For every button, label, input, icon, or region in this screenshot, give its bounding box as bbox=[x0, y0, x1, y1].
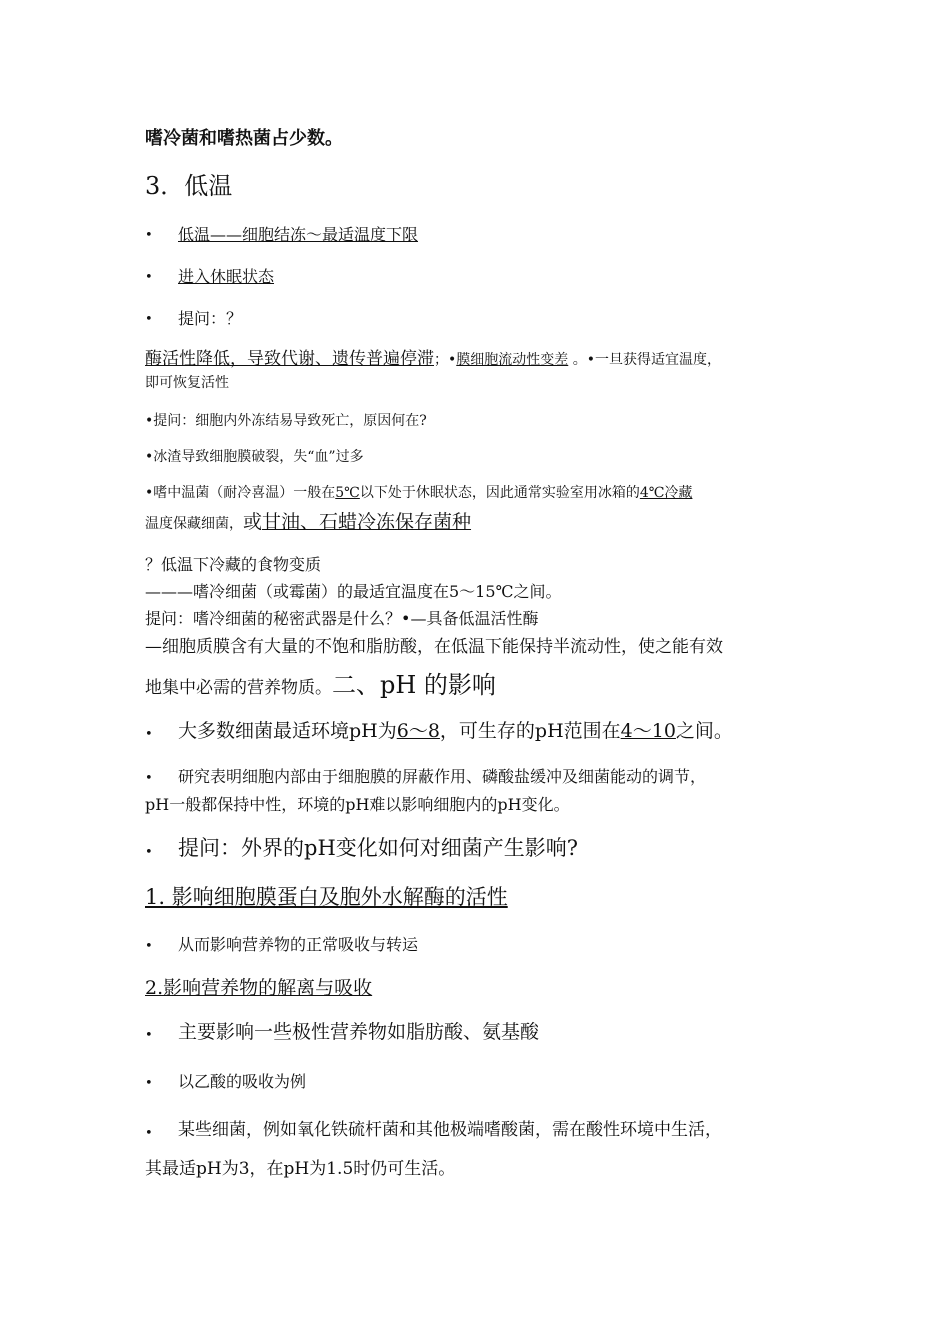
text-line: •提问：细胞内外冻结易导致死亡，原因何在? bbox=[145, 413, 427, 429]
subheading: 1. 影响细胞膜蛋白及胞外水解酶的活性 bbox=[145, 885, 508, 909]
text-run: 4℃冷藏 bbox=[639, 485, 693, 501]
text-line: ———嗜冷细菌（或霉菌）的最适宜温度在5～15℃之间。 bbox=[145, 582, 562, 601]
text-run: 地集中必需的营养物质。 bbox=[145, 678, 332, 698]
text-run: 以下处于休眠状态，因此通常实验室用冰箱的 bbox=[359, 485, 640, 501]
section-heading-ph: 二、pH 的影响 bbox=[332, 671, 496, 699]
subheading: 2.影响营养物的解离与吸收 bbox=[145, 977, 373, 999]
bullet-text: 某些细菌，例如氧化铁硫杆菌和其他极端嗜酸菌，需在酸性环境中生活， bbox=[178, 1120, 722, 1140]
text-line bbox=[145, 511, 471, 534]
text-line: 即可恢复活性 bbox=[145, 375, 229, 391]
bullet-text: 以乙酸的吸收为例 bbox=[178, 1072, 307, 1091]
text-run: 6～8 bbox=[396, 720, 440, 742]
bullet: • bbox=[145, 939, 153, 954]
text-run: 5℃ bbox=[335, 485, 360, 501]
bullet-text: 低温——细胞结冻～最适温度下限 bbox=[178, 225, 419, 244]
text-run: •嗜中温菌（耐冷喜温）一般在 bbox=[145, 485, 336, 501]
section-heading-low-temp: 3．低温 bbox=[145, 172, 233, 200]
bullet-text: 提问：外界的pH变化如何对细菌产生影响? bbox=[178, 836, 579, 860]
bullet: • bbox=[145, 312, 153, 327]
bullet-text: 研究表明细胞内部由于细胞膜的屏蔽作用、磷酸盐缓冲及细菌能动的调节， bbox=[178, 767, 707, 786]
bullet: • bbox=[145, 228, 153, 243]
bullet-text bbox=[178, 720, 733, 743]
text-run: ，可生存的pH范围在 bbox=[439, 720, 621, 742]
text-line: 其最适pH为3，在pH为1.5时仍可生活。 bbox=[145, 1159, 456, 1179]
text-line: 嗜冷菌和嗜热菌占少数。 bbox=[145, 128, 343, 149]
bullet: • bbox=[145, 1028, 153, 1043]
text-run: 之间。 bbox=[675, 720, 733, 742]
text-run: ；• bbox=[434, 352, 457, 368]
text-run: 温度保藏细菌， bbox=[145, 516, 243, 532]
bullet: • bbox=[145, 270, 153, 285]
bullet-text: 提问：？ bbox=[178, 309, 243, 328]
text-run: 4～10 bbox=[620, 720, 676, 742]
bullet-text: 主要影响一些极性营养物如脂肪酸、氨基酸 bbox=[178, 1021, 540, 1043]
bullet: • bbox=[145, 1076, 153, 1091]
bullet: • bbox=[145, 727, 153, 742]
text-line bbox=[145, 671, 496, 700]
bullet: • bbox=[145, 1126, 153, 1141]
text-run: 膜细胞流动性变差 bbox=[456, 352, 569, 368]
bullet-text: 从而影响营养物的正常吸收与转运 bbox=[178, 935, 419, 954]
bullet: • bbox=[145, 771, 153, 786]
text-line: —细胞质膜含有大量的不饱和脂肪酸，在低温下能保持半流动性，使之能有效 bbox=[145, 637, 723, 657]
bullet: • bbox=[145, 845, 153, 860]
text-line: 提问：嗜冷细菌的秘密武器是什么？•—具备低温活性酶 bbox=[145, 609, 539, 628]
text-run: 甘油、石蜡冷冻保存菌种 bbox=[262, 511, 472, 533]
text-run: 大多数细菌最适环境pH为 bbox=[178, 720, 397, 742]
text-line: ？低温下冷藏的食物变质 bbox=[145, 555, 322, 574]
text-run: 。•一旦获得适宜温度， bbox=[568, 352, 721, 368]
bullet-text: 进入休眠状态 bbox=[178, 267, 275, 286]
text-run: 或 bbox=[243, 511, 263, 533]
text-line bbox=[145, 485, 692, 502]
text-line bbox=[145, 349, 721, 369]
text-line: pH一般都保持中性，环境的pH难以影响细胞内的pH变化。 bbox=[145, 795, 570, 814]
text-run: 酶活性降低，导致代谢、遗传普遍停滞 bbox=[145, 349, 434, 369]
text-line: •冰渣导致细胞膜破裂，失“血”过多 bbox=[145, 449, 364, 465]
